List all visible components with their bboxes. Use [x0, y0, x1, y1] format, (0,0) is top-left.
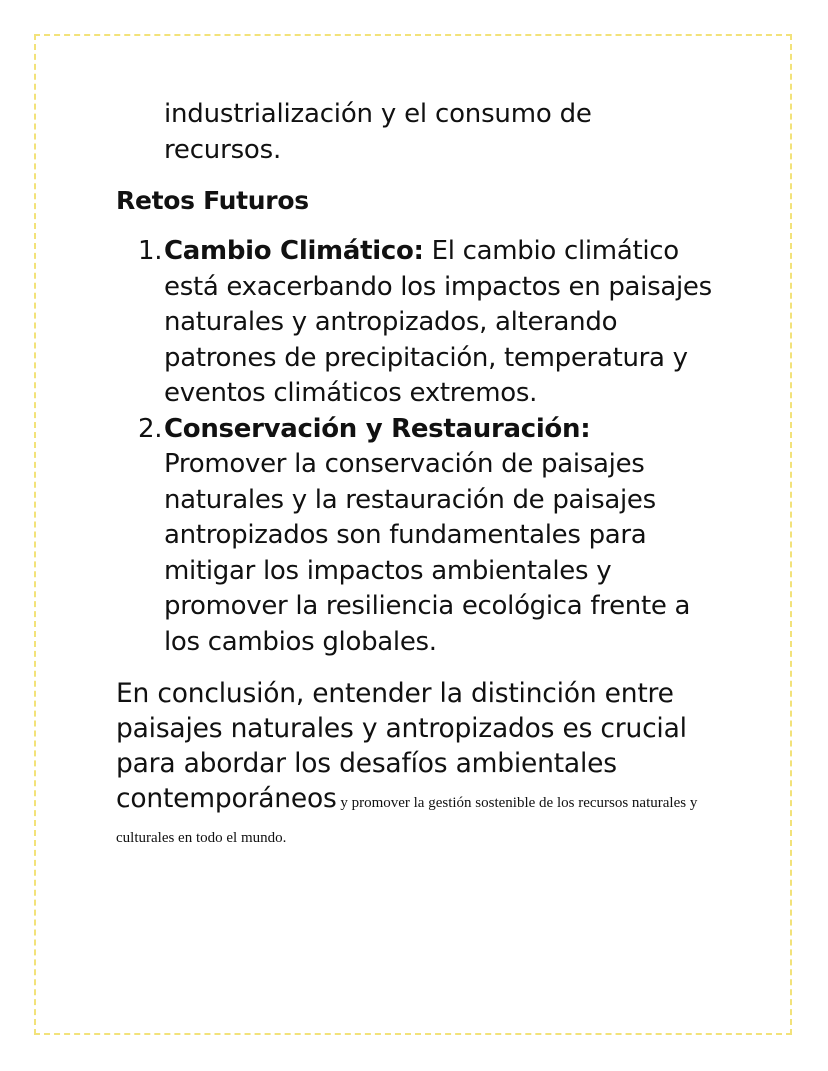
list-item	[116, 234, 716, 412]
conclusion-tail: y promover la gestión sostenible de los recursos naturales y culturales en todo el mundo.	[116, 795, 698, 846]
list-item	[116, 412, 716, 661]
list-item-number: 2.	[138, 413, 163, 444]
list-item-text: Promover la conservación de paisajes naturales y la restauración de paisajes antropizados son fundamentales para mitigar los impactos ambientales y promover la resiliencia ecológica frente a los cambios globales.	[164, 449, 691, 657]
conclusion-main: En conclusión, entender la distinción entre paisajes naturales y antropizados es crucial para abordar los desafíos ambientales contemporáneos	[116, 678, 687, 814]
section-heading: Retos Futuros	[116, 186, 309, 215]
intro-continuation: industrialización y el consumo de recursos.	[164, 99, 592, 165]
document-body	[116, 96, 716, 851]
challenges-list	[116, 234, 716, 660]
list-item-text: El cambio climático está exacerbando los impactos en paisajes naturales y antropizados, alterando patrones de precipitación, temperatura y eventos climáticos extremos.	[164, 236, 712, 408]
conclusion-paragraph	[116, 676, 736, 851]
list-item-number: 1.	[138, 236, 163, 266]
list-item-term: Cambio Climático:	[164, 236, 424, 266]
list-item-term: Conservación y Restauración:	[164, 413, 591, 444]
